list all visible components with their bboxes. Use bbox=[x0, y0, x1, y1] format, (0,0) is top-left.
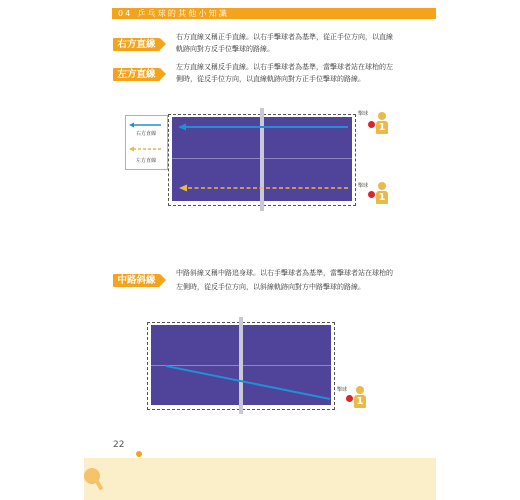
desc-left-straight-line2: 側時，從反手位方向，以直線軌跡向對方正手位擊球的路線。 bbox=[176, 75, 365, 83]
footer-band bbox=[84, 458, 436, 500]
tag-right-straight: 右方直線 bbox=[113, 38, 160, 51]
player-body: 1 bbox=[376, 191, 388, 204]
desc-middle-diagonal-line2: 左側時，從反手位方向，以斜線軌跡向對方中路擊球的路線。 bbox=[176, 283, 365, 291]
diagram2-player-label: 擊球 bbox=[337, 387, 348, 393]
legend-label-left: 左方直線 bbox=[136, 158, 157, 164]
legend-label-right: 右方直線 bbox=[136, 131, 157, 137]
page-number: 22 bbox=[113, 440, 125, 450]
desc-right-straight-line1: 右方直線又稱正手直線。以右手擊球者為基準，從正手位方向，以直線 bbox=[176, 33, 393, 41]
ball-icon bbox=[136, 451, 142, 457]
desc-left-straight-line1: 左方直線又稱反手直線。以右手擊球者為基準，當擊球者站在球枱的左 bbox=[176, 63, 393, 71]
player-body: 1 bbox=[376, 121, 388, 134]
player-body: 1 bbox=[354, 395, 366, 408]
player-head bbox=[356, 386, 364, 394]
desc-right-straight-line2: 軌跡向對方反手位擊球的路線。 bbox=[176, 45, 274, 53]
diagram1-player-top-label: 擊球 bbox=[358, 111, 369, 117]
diagram1-player-bottom-label: 擊球 bbox=[358, 183, 369, 189]
chapter-title: 04 乒乓球的其他小知識 bbox=[118, 9, 230, 18]
paddle-footer-icon bbox=[84, 462, 106, 492]
desc-middle-diagonal-line1: 中路斜線又稱中路追身球。以右手擊球者為基準，當擊球者站在球枱的 bbox=[176, 269, 393, 277]
diagram2-player bbox=[352, 386, 368, 410]
paddle-icon bbox=[346, 395, 353, 402]
tag-left-straight: 左方直線 bbox=[113, 68, 160, 81]
tag-middle-diagonal: 中路斜線 bbox=[113, 274, 160, 287]
